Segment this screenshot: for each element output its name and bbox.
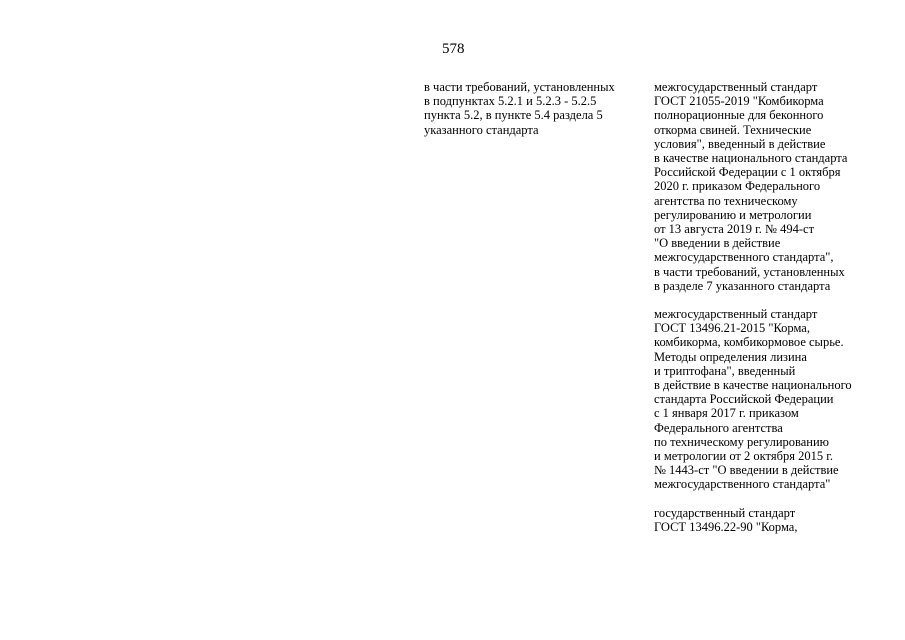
entry-text-line: государственный стандарт bbox=[654, 505, 796, 520]
entry-text-line: межгосударственного стандарта", bbox=[654, 250, 834, 265]
entry-text-line: ГОСТ 21055-2019 "Комбикорма bbox=[654, 94, 824, 109]
left-text-line: указанного стандарта bbox=[424, 122, 539, 137]
entry-text-line: Федерального агентства bbox=[654, 420, 783, 435]
entry-text-line: "О введении в действие bbox=[654, 236, 781, 251]
entry-text-line: от 13 августа 2019 г. № 494-ст bbox=[654, 222, 815, 237]
standard-entry-gost-21055-2019 bbox=[654, 80, 894, 293]
entry-text-line: в качестве национального стандарта bbox=[654, 151, 848, 166]
standard-entry-gost-13496-22-90 bbox=[654, 506, 894, 534]
entry-text-line: стандарта Российской Федерации bbox=[654, 392, 834, 407]
entry-text-line: в разделе 7 указанного стандарта bbox=[654, 278, 831, 293]
entry-text-line: и метрологии от 2 октября 2015 г. bbox=[654, 449, 834, 464]
entry-text-line: комбикорма, комбикормовое сырье. bbox=[654, 335, 844, 350]
entry-text-line: 2020 г. приказом Федерального bbox=[654, 179, 821, 194]
left-text-line: в части требований, установленных bbox=[424, 80, 615, 94]
entry-text-line: условия", введенный в действие bbox=[654, 136, 826, 151]
entry-text-line: в действие в качестве национального bbox=[654, 378, 852, 393]
entry-text-line: по техническому регулированию bbox=[654, 434, 830, 449]
page-number: 578 bbox=[442, 41, 465, 57]
entry-text-line: Методы определения лизина bbox=[654, 349, 807, 364]
entry-text-line: межгосударственного стандарта" bbox=[654, 477, 831, 492]
right-column-text bbox=[654, 80, 894, 534]
entry-text-line: ГОСТ 13496.21-2015 "Корма, bbox=[654, 321, 810, 336]
left-text-line: в подпунктах 5.2.1 и 5.2.3 - 5.2.5 bbox=[424, 94, 597, 109]
left-text-line: пункта 5.2, в пункте 5.4 раздела 5 bbox=[424, 108, 603, 123]
entry-text-line: в части требований, установленных bbox=[654, 264, 845, 279]
left-column-text bbox=[424, 80, 639, 137]
entry-text-line: полнорационные для беконного bbox=[654, 108, 824, 123]
entry-text-line: межгосударственный стандарт bbox=[654, 307, 818, 322]
entry-text-line: и триптофана", введенный bbox=[654, 363, 796, 378]
entry-text-line: с 1 января 2017 г. приказом bbox=[654, 406, 799, 421]
entry-text-line: регулированию и метрологии bbox=[654, 207, 812, 222]
entry-text-line: межгосударственный стандарт bbox=[654, 80, 818, 94]
entry-text-line: откорма свиней. Технические bbox=[654, 122, 812, 137]
entry-text-line: агентства по техническому bbox=[654, 193, 798, 208]
standard-entry-gost-13496-21-2015 bbox=[654, 307, 894, 492]
entry-text-line: Российской Федерации с 1 октября bbox=[654, 165, 841, 180]
entry-text-line: ГОСТ 13496.22-90 "Корма, bbox=[654, 519, 798, 534]
entry-text-line: № 1443-ст "О введении в действие bbox=[654, 463, 839, 478]
